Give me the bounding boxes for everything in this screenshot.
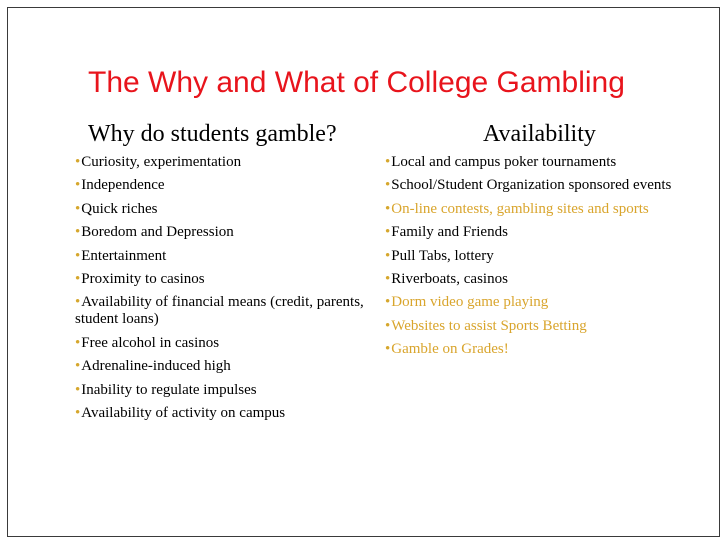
reason-item-text: Adrenaline-induced high xyxy=(81,358,231,375)
bullet-icon: • xyxy=(75,294,81,311)
reason-item-text: Curiosity, experimentation xyxy=(81,154,242,170)
availability-item-text: Gamble on Grades! xyxy=(391,341,509,358)
availability-item-text: Websites to assist Sports Betting xyxy=(391,317,587,334)
bullet-icon: • xyxy=(75,224,81,241)
availability-item xyxy=(385,177,705,194)
reason-item-text: Availability of activity on campus xyxy=(81,404,286,421)
bullet-icon: • xyxy=(75,270,81,287)
reason-item xyxy=(75,177,375,194)
reason-item-text: Proximity to casinos xyxy=(81,270,205,287)
bullet-icon: • xyxy=(75,358,81,375)
reason-item xyxy=(75,294,375,328)
reason-item xyxy=(75,382,375,399)
bullet-icon: • xyxy=(385,224,391,241)
availability-item-text: Local and campus poker tournaments xyxy=(391,154,617,170)
reason-item xyxy=(75,154,375,171)
bullet-icon: • xyxy=(385,341,391,358)
reason-item-text: Quick riches xyxy=(81,200,158,217)
reason-item-text: Entertainment xyxy=(81,247,167,264)
reason-item-text: Independence xyxy=(81,177,165,194)
reason-item xyxy=(75,201,375,218)
bullet-icon: • xyxy=(385,317,391,334)
bullet-icon: • xyxy=(75,177,81,194)
reason-item-text: Inability to regulate impulses xyxy=(81,381,257,398)
reason-item xyxy=(75,358,375,375)
availability-item-text: Pull Tabs, lottery xyxy=(391,247,494,264)
bullet-icon: • xyxy=(385,177,391,194)
availability-item-text: Riverboats, casinos xyxy=(391,270,508,287)
reason-item-text: Availability of financial means (credit, parents, student loans) xyxy=(75,294,364,328)
availability-item-text: Dorm video game playing xyxy=(391,294,549,311)
bullet-icon: • xyxy=(75,404,81,421)
reason-item xyxy=(75,248,375,265)
availability-item xyxy=(385,154,705,171)
bullet-icon: • xyxy=(385,247,391,264)
bullet-icon: • xyxy=(385,154,391,170)
reasons-list xyxy=(75,154,375,428)
bullet-icon: • xyxy=(75,334,81,351)
bullet-icon: • xyxy=(75,381,81,398)
right-column-heading: Availability xyxy=(483,121,596,147)
availability-item xyxy=(385,318,705,335)
reason-item-text: Boredom and Depression xyxy=(81,224,234,241)
bullet-icon: • xyxy=(385,270,391,287)
left-column-heading: Why do students gamble? xyxy=(88,121,337,147)
reason-item xyxy=(75,224,375,241)
availability-item xyxy=(385,248,705,265)
availability-item-text: On-line contests, gambling sites and sports xyxy=(391,200,649,217)
bullet-icon: • xyxy=(75,154,81,170)
bullet-icon: • xyxy=(385,200,391,217)
availability-list xyxy=(385,154,705,365)
availability-item-text: School/Student Organization sponsored events xyxy=(391,177,672,194)
availability-item-text: Family and Friends xyxy=(391,224,508,241)
bullet-icon: • xyxy=(75,200,81,217)
bullet-icon: • xyxy=(75,247,81,264)
reason-item xyxy=(75,335,375,352)
reason-item-text: Free alcohol in casinos xyxy=(81,334,220,351)
availability-item xyxy=(385,341,705,358)
availability-item xyxy=(385,224,705,241)
reason-item xyxy=(75,405,375,422)
bullet-icon: • xyxy=(385,294,391,311)
availability-item xyxy=(385,201,705,218)
availability-item xyxy=(385,294,705,311)
slide-title: The Why and What of College Gambling xyxy=(88,66,625,99)
availability-item xyxy=(385,271,705,288)
reason-item xyxy=(75,271,375,288)
